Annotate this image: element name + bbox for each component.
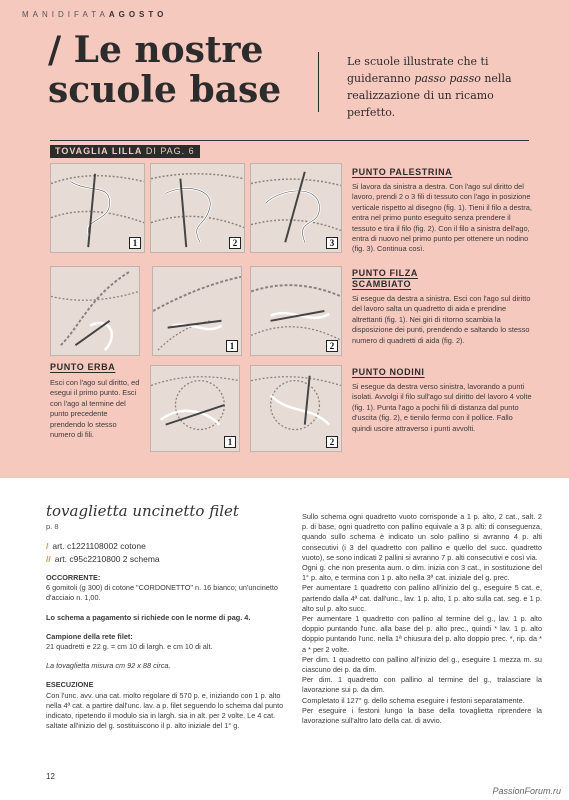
nodini-title: PUNTO NODINI xyxy=(352,367,425,377)
campione-label: Campione della rete filet: xyxy=(46,631,133,641)
figure-number: 2 xyxy=(229,237,241,249)
nodini-text: Si esegue da destra verso sinistra, lavorando a punti isolati. Avvolgi il filo sull'ago sul diritto del lavoro 4 volte (fig. 1). Punta l'ago a pochi fili di distanza dal punto d'uscita (fig. 2), e tienilo fermo con il pollice. Fallo quindi uscire attraverso i punti avvolti. xyxy=(352,382,532,433)
issue-month: AGOSTO xyxy=(108,10,168,19)
recipe-paragraph: Per dim. 1 quadretto con pallino al termine del g., tralasciare la lavorazione sui p. da dim. xyxy=(302,675,542,695)
figure-palestrina-2 xyxy=(150,163,245,253)
figure-nodini-2 xyxy=(250,365,342,452)
schema-note: Lo schema a pagamento si richiede con le norme di pag. 4. xyxy=(46,612,251,622)
title-line-2: scuole base xyxy=(48,69,282,111)
figure-number: 2 xyxy=(326,340,338,352)
article-1 xyxy=(46,541,146,551)
erba-title: PUNTO ERBA xyxy=(50,362,116,372)
section-label-main: TOVAGLIA LILLA xyxy=(55,146,143,156)
palestrina-title: PUNTO PALESTRINA xyxy=(352,167,453,177)
filza-title-1: PUNTO FILZA xyxy=(352,268,418,278)
figure-filza-1 xyxy=(152,266,242,356)
erba-text: Esci con l'ago sul diritto, ed esegui il primo punto. Esci con l'ago al termine del punto precedente prendendo lo stesso numero di fili. xyxy=(50,378,140,440)
section-ref: DI PAG. 6 xyxy=(142,146,195,156)
figure-number: 1 xyxy=(226,340,238,352)
filza-title xyxy=(352,268,418,290)
recipe-title: tovaglietta uncinetto filet xyxy=(46,502,239,520)
magazine-header xyxy=(22,10,167,19)
recipe-left-column xyxy=(46,573,286,731)
page-title xyxy=(48,30,298,110)
article-2 xyxy=(46,554,160,564)
title-divider xyxy=(318,52,319,112)
figure-palestrina-3 xyxy=(250,163,342,253)
figure-nodini-1 xyxy=(150,365,240,452)
recipe-paragraph: Ogni g. che non presenta aum. o dim. inizia con 3 cat., in sostituzione del 1° p. alto, e termina con 1 p. alto nella 3ª cat. iniziale del g. prec. xyxy=(302,563,542,583)
esecuzione-label: ESECUZIONE xyxy=(46,680,94,690)
intro-post: nella realizzazione di un ricamo perfetto. xyxy=(347,72,512,119)
recipe-paragraph: Sullo schema ogni quadretto vuoto corrisponde a 1 p. alto, 2 cat., salt. 2 p. di base, ogni quadretto con pallino equivale a 3 p. alti: di conseguenza, quando sullo schema è indicato un solo pallino si avranno 4 p. alti consecutivi (i 3 del quadretto con pallino e quello del succ. quadretto vuoto), se sono indicati 2 pallini si avranno 7 p. alti consecutivi e così via. xyxy=(302,512,542,562)
page-number: 12 xyxy=(46,772,55,781)
article-2-text: art. c95c2210800 2 schema xyxy=(54,554,160,564)
figure-palestrina-1 xyxy=(50,163,145,253)
intro-em: passo passo xyxy=(414,72,481,85)
stitch-illustration xyxy=(51,267,139,355)
palestrina-text: Si lavora da sinistra a destra. Con l'ago sul diritto del lavoro, prendi 2 o 3 fili di tessuto con l'ago in posizione verticale rispetto al disegno (fig. 1). Tieni il filo a destra, entra nel primo punto eseguito senza prendere il tessuto e tira il filo (fig. 2). Con il filo a sinistra dell'ago, entra di nuovo nel primo punto per ottenere un nodino (fig. 3). Continua così. xyxy=(352,182,532,254)
intro-text xyxy=(347,53,537,121)
figure-number: 3 xyxy=(326,237,338,249)
filza-text: Si esegue da destra a sinistra. Esci con l'ago sul diritto del lavoro salta un quadretto di aida e prendine altrettanti (fig. 1). Nei giri di ritorno scambia la disposizione dei punti, prendendo e saltando lo stesso numero di quadretti di aida (fig. 2). xyxy=(352,294,531,345)
recipe-right-column xyxy=(302,512,542,726)
figure-number: 2 xyxy=(326,436,338,448)
esecuzione-text: Con l'unc. avv. una cat. molto regolare di 570 p. e, iniziando con 1 p. alto nella 4ª cat. a partire dall'unc. lav. a p. filet seguendo lo schema dal punto indicato, ripetendo il modulo sia in largh. sia in alt. per 2 volte. Le 4 cat. saltate all'inizio del g. sostituiscono il p. alto iniziale del 1° g. xyxy=(46,690,284,731)
watermark: PassionForum.ru xyxy=(492,786,561,796)
recipe-paragraph: Per dim. 1 quadretto con pallino all'inizio del g., eseguire 1 mezza m. su ciascuno dei p. da dim. xyxy=(302,654,542,675)
figure-filza-2 xyxy=(250,266,342,356)
occorrente-label: OCCORRENTE: xyxy=(46,573,101,582)
recipe-paragraph: Per aumentare 1 quadretto con pallino all'inizio del g., eseguire 5 cat. e, partendo dalla 4ª cat. dall'unc., lav. 1 p. alto, 1 p. alto sulla cat. seg. e 1 p. alto sul p. alto succ. xyxy=(302,583,542,613)
figure-number: 1 xyxy=(224,436,236,448)
article-1-text: art. c1221108002 cotone xyxy=(52,541,146,551)
recipe-page-ref: p. 8 xyxy=(46,522,59,531)
recipe-paragraph: Per aumentare 1 quadretto con pallino al termine del g., lav. 1 p. alto doppio puntando l'unc. alla base del p. alto prec., quindi * lav. 1 p. alto doppio puntando l'unc. nella 1ª chiusura del p. alto doppio prec. *, rip. da * a * per 2 volte. xyxy=(302,614,542,654)
campione-text: 21 quadretti e 22 g. = cm 10 di largh. e cm 10 di alt. xyxy=(46,642,213,652)
section-header xyxy=(50,140,529,156)
title-line-1: / Le nostre xyxy=(48,29,264,71)
intro-pre: Le scuole illustrate che ti guideranno xyxy=(347,55,489,85)
slash-mark: // xyxy=(46,554,51,564)
slash-mark: / xyxy=(46,541,49,551)
recipe-paragraph: Completato il 127° g. dello schema eseguire i festoni separatamente. xyxy=(302,695,525,705)
occorrente-text: 6 gomitoli (g 300) di cotone "CORDONETTO" n. 16 bianco; un'uncinetto d'acciaio n. 1,00. xyxy=(46,583,278,603)
misura-text: La tovaglietta misura cm 92 x 88 circa. xyxy=(46,661,171,671)
figure-erba xyxy=(50,266,140,356)
filza-title-2: SCAMBIATO xyxy=(352,279,412,289)
section-label xyxy=(50,145,200,158)
figure-number: 1 xyxy=(129,237,141,249)
recipe-paragraph: Per eseguire i festoni lungo la base della tovaglietta riprendere la lavorazione sull'altro lato della cat. di avvio. xyxy=(302,705,542,726)
magazine-name: MANIDIFATA xyxy=(22,10,109,19)
